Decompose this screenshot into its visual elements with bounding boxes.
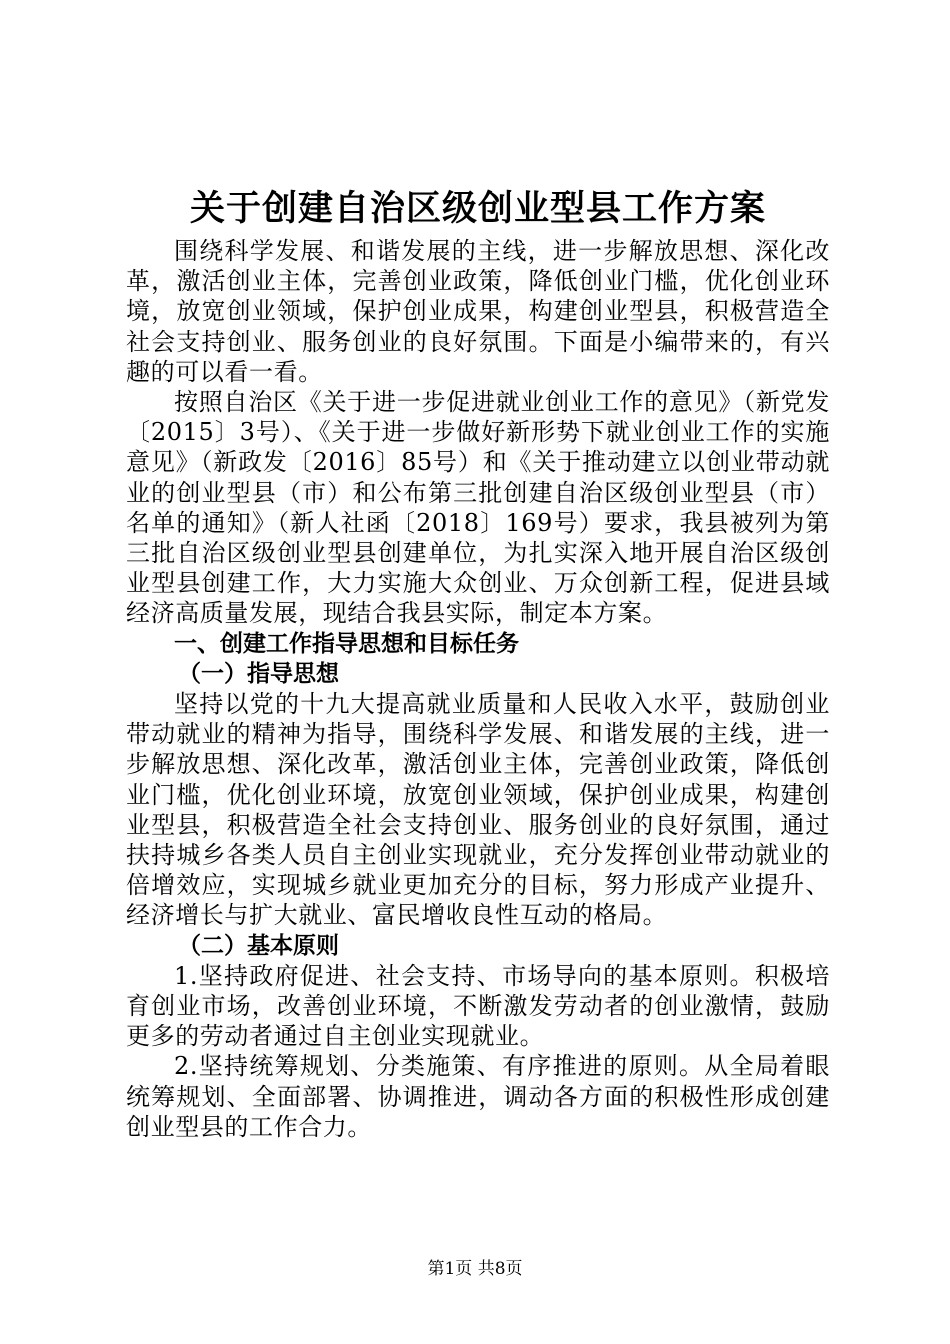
document-title: 关于创建自治区级创业型县工作方案 (189, 188, 766, 229)
principle-1-paragraph: 1.坚持政府促进、社会支持、市场导向的基本原则。积极培育创业市场，改善创业环境，不断激发劳动者的创业激情，鼓励更多的劳动者通过自主创业实现就业。 (126, 961, 830, 1051)
page-footer: 第1页 共8页 (427, 1259, 523, 1279)
document-content (126, 186, 830, 1142)
guiding-ideology-paragraph: 坚持以党的十九大提高就业质量和人民收入水平，鼓励创业带动就业的精神为指导，围绕科学发展、和谐发展的主线，进一步解放思想、深化改革，激活创业主体，完善创业政策，降低创业门槛，优化创业环境，放宽创业领域，保护创业成果，构建创业型县，积极营造全社会支持创业、服务创业的良好氛围，通过扶持城乡各类人员自主创业实现就业，充分发挥创业带动就业的倍增效应，实现城乡就业更加充分的目标，努力形成产业提升、经济增长与扩大就业、富民增收良性互动的格局。 (126, 690, 830, 930)
section-heading-1: 一、创建工作指导思想和目标任务 (174, 630, 519, 657)
principle-2-paragraph: 2.坚持统筹规划、分类施策、有序推进的原则。从全局着眼统筹规划、全面部署、协调推进，调动各方面的积极性形成创建创业型县的工作合力。 (126, 1052, 830, 1141)
intro-paragraph: 围绕科学发展、和谐发展的主线，进一步解放思想、深化改革，激活创业主体，完善创业政策，降低创业门槛，优化创业环境，放宽创业领域，保护创业成果，构建创业型县，积极营造全社会支持创业、服务创业的良好氛围。下面是小编带来的，有兴趣的可以看一看。 (126, 237, 830, 386)
subsection-heading-basic-principles: （二）基本原则 (178, 932, 339, 959)
subsection-heading-guiding-ideology: （一）指导思想 (178, 660, 339, 687)
basis-paragraph: 按照自治区《关于进一步促进就业创业工作的意见》（新党发〔2015〕3号）、《关于进一步做好新形势下就业创业工作的实施意见》（新政发〔2016〕85号）和《关于推动建立以创业带动就业的创业型县（市）和公布第三批创建自治区级创业型县（市）名单的通知》（新人社函〔2018〕169号）要求，我县被列为第三批自治区级创业型县创建单位，为扎实深入地开展自治区级创业型县创建工作，大力实施大众创业、万众创新工程，促进县域经济高质量发展，现结合我县实际，制定本方案。 (126, 388, 830, 628)
